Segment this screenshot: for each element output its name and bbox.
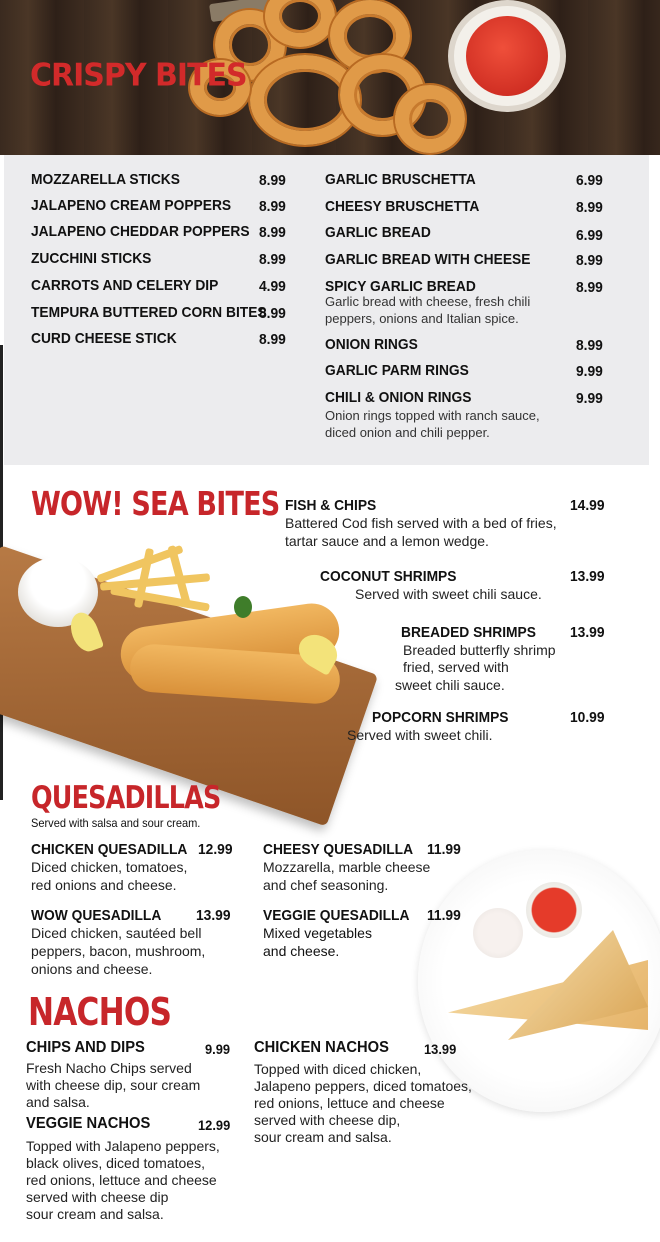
menu-item-name: CURD CHEESE STICK <box>31 330 177 347</box>
menu-item-price: 6.99 <box>576 227 603 244</box>
menu-item-name: WOW QUESADILLA <box>31 907 162 924</box>
menu-item-name: JALAPENO CHEDDAR POPPERS <box>31 223 250 240</box>
menu-item-description: Diced chicken, sautéed bell <box>31 925 202 941</box>
sour-cream-cup <box>473 908 523 958</box>
menu-item-description: red onions and cheese. <box>31 877 177 893</box>
menu-item-name: CHEESY BRUSCHETTA <box>325 198 480 215</box>
menu-item-description: Diced chicken, tomatoes, <box>31 859 188 875</box>
menu-item-name: MOZZARELLA STICKS <box>31 171 180 188</box>
menu-item-price: 13.99 <box>424 1041 457 1057</box>
menu-item-name: ONION RINGS <box>325 336 418 353</box>
menu-item-price: 13.99 <box>570 568 605 585</box>
menu-item-price: 9.99 <box>205 1041 231 1057</box>
menu-item-description: Battered Cod fish served with a bed of fries, <box>285 515 557 531</box>
menu-item-price: 8.99 <box>259 224 286 241</box>
menu-item-price: 8.99 <box>259 331 286 348</box>
menu-item-description: peppers, onions and Italian spice. <box>325 311 519 326</box>
menu-item-description: and chef seasoning. <box>263 877 389 893</box>
menu-item-name: CHICKEN QUESADILLA <box>31 841 188 858</box>
menu-item-name: POPCORN SHRIMPS <box>372 709 509 726</box>
menu-item-name: BREADED SHRIMPS <box>401 624 536 641</box>
menu-item-name: FISH & CHIPS <box>285 497 377 514</box>
menu-item-description: sweet chili sauce. <box>395 677 505 693</box>
menu-item-price: 8.99 <box>259 198 286 215</box>
menu-item-name: CARROTS AND CELERY DIP <box>31 277 219 294</box>
menu-item-description: tartar sauce and a lemon wedge. <box>285 533 489 549</box>
menu-item-description: and cheese. <box>263 943 340 959</box>
menu-item-name: CHILI & ONION RINGS <box>325 389 472 406</box>
quesadilla-plate-image <box>418 850 660 1112</box>
menu-item-price: 13.99 <box>570 624 605 641</box>
menu-item-price: 9.99 <box>576 363 603 380</box>
menu-item-name: VEGGIE NACHOS <box>26 1115 151 1132</box>
menu-item-price: 10.99 <box>570 709 605 726</box>
menu-item-name: COCONUT SHRIMPS <box>320 568 457 585</box>
menu-item-price: 8.99 <box>576 199 603 216</box>
menu-item-name: GARLIC BREAD <box>325 224 431 241</box>
menu-item-price: 8.99 <box>576 252 603 269</box>
menu-item-description: red onions, lettuce and cheese <box>26 1172 217 1188</box>
menu-item-description: Topped with Jalapeno peppers, <box>26 1138 220 1154</box>
parsley-garnish <box>234 596 252 618</box>
menu-item-price: 12.99 <box>198 841 233 858</box>
ketchup-bowl <box>448 0 566 112</box>
menu-item-description: Mixed vegetables <box>263 925 372 941</box>
menu-item-description: Fresh Nacho Chips served <box>26 1060 192 1076</box>
menu-item-description: Served with sweet chili sauce. <box>355 586 542 602</box>
menu-item-description: Garlic bread with cheese, fresh chili <box>325 294 531 309</box>
menu-item-description: black olives, diced tomatoes, <box>26 1155 205 1171</box>
menu-item-price: 13.99 <box>196 907 231 924</box>
sea-bites-title: WOW! SEA BITES <box>31 484 280 523</box>
menu-item-description: and salsa. <box>26 1094 90 1110</box>
crispy-bites-title: CRISPY BITES <box>30 57 247 94</box>
menu-item-name: JALAPENO CREAM POPPERS <box>31 197 232 214</box>
onion-ring <box>395 85 465 153</box>
menu-item-description: Breaded butterfly shrimp <box>403 642 556 658</box>
menu-item-description: Jalapeno peppers, diced tomatoes, <box>254 1078 472 1094</box>
menu-item-description: onions and cheese. <box>31 961 153 977</box>
menu-item-name: CHEESY QUESADILLA <box>263 841 414 858</box>
menu-item-description: red onions, lettuce and cheese <box>254 1095 445 1111</box>
menu-item-description: Onion rings topped with ranch sauce, <box>325 408 540 423</box>
menu-item-price: 6.99 <box>576 172 603 189</box>
menu-item-name: GARLIC PARM RINGS <box>325 362 469 379</box>
menu-item-name: VEGGIE QUESADILLA <box>263 907 410 924</box>
menu-item-name: GARLIC BRUSCHETTA <box>325 171 476 188</box>
menu-item-description: served with cheese dip, <box>254 1112 401 1128</box>
quesadillas-title: QUESADILLAS <box>31 780 221 816</box>
menu-item-price: 8.99 <box>576 337 603 354</box>
menu-item-description: sour cream and salsa. <box>254 1129 392 1145</box>
menu-item-description: Served with sweet chili. <box>347 727 493 743</box>
menu-item-description: fried, served with <box>403 659 509 675</box>
menu-item-price: 8.99 <box>259 251 286 268</box>
menu-item-name: CHICKEN NACHOS <box>254 1039 389 1056</box>
menu-item-description: Mozzarella, marble cheese <box>263 859 431 875</box>
menu-item-price: 8.99 <box>259 172 286 189</box>
salsa-cup <box>526 882 582 938</box>
menu-item-price: 8.99 <box>576 279 603 296</box>
menu-item-name: CHIPS AND DIPS <box>26 1039 145 1056</box>
menu-item-description: diced onion and chili pepper. <box>325 425 490 440</box>
menu-item-name: TEMPURA BUTTERED CORN BITES <box>31 304 267 321</box>
menu-item-price: 9.99 <box>576 390 603 407</box>
menu-item-price: 14.99 <box>570 497 605 514</box>
menu-item-price: 11.99 <box>427 907 461 924</box>
menu-item-price: 11.99 <box>427 841 461 858</box>
menu-item-description: with cheese dip, sour cream <box>26 1077 201 1093</box>
menu-item-description: Topped with diced chicken, <box>254 1061 422 1077</box>
crispy-bites-hero-image <box>0 0 660 155</box>
menu-item-name: GARLIC BREAD WITH CHEESE <box>325 251 531 268</box>
menu-item-description: sour cream and salsa. <box>26 1206 164 1222</box>
quesadillas-subtitle: Served with salsa and sour cream. <box>31 816 201 830</box>
nachos-title: NACHOS <box>28 990 172 1034</box>
menu-item-description: served with cheese dip <box>26 1189 169 1205</box>
menu-item-price: 4.99 <box>259 278 286 295</box>
menu-item-price: 12.99 <box>198 1117 231 1133</box>
menu-item-name: SPICY GARLIC BREAD <box>325 278 476 295</box>
menu-item-description: peppers, bacon, mushroom, <box>31 943 206 959</box>
menu-item-name: ZUCCHINI STICKS <box>31 250 152 267</box>
menu-item-price: 8.99 <box>259 305 286 322</box>
